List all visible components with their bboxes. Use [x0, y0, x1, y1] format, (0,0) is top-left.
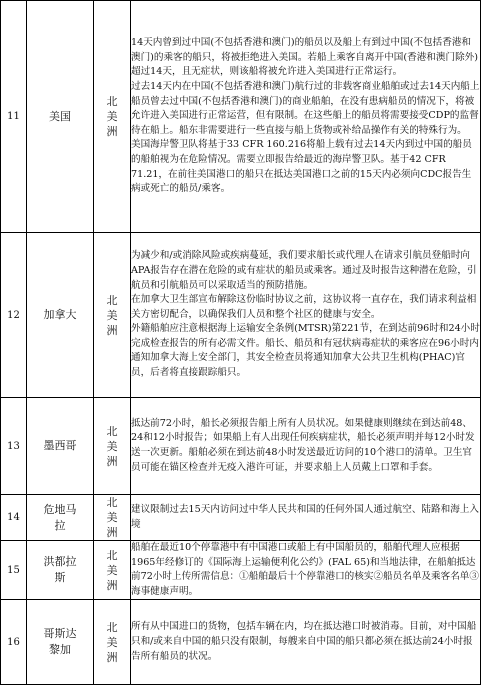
row-number: 13	[1, 398, 27, 495]
country-label: 美国	[49, 109, 71, 123]
table-row	[1, 600, 481, 685]
row-number: 16	[1, 600, 27, 685]
restriction-details	[131, 398, 481, 495]
restriction-details	[131, 1, 481, 233]
country-name	[27, 233, 94, 398]
restriction-details	[131, 541, 481, 600]
restriction-details	[131, 233, 481, 398]
table-row	[1, 1, 481, 233]
row-number: 15	[1, 541, 27, 600]
country-name	[27, 398, 94, 495]
detail-paragraph: 所有从中国进口的货物，包括车辆在内，均在抵达港口时被消毒。目前，对中国船只和/或来自中国的船只没有限制，每艘来自中国的船只都必须在抵达前24小时报告所有船员的状况。	[131, 621, 477, 662]
table-row	[1, 233, 481, 398]
table-row	[1, 398, 481, 495]
region-name	[94, 541, 131, 600]
country-label: 加拿大	[43, 308, 77, 321]
country-label: 墨西哥	[43, 439, 77, 452]
country-name	[27, 600, 94, 685]
region-label: 北美洲	[106, 548, 118, 592]
detail-paragraph: 建议限制过去15天内访问过中华人民共和国的任何外国人通过航空、陆路和海上入境	[131, 503, 479, 530]
country-label: 洪都拉斯	[43, 555, 77, 585]
country-name	[27, 1, 94, 233]
region-label: 北美洲	[106, 496, 118, 539]
row-number: 12	[1, 233, 27, 398]
region-name	[94, 495, 131, 541]
detail-paragraph: 14天内曾到过中国(不包括香港和澳门)的船员以及船上有到过中国(不包括香港和澳门)的乘客的船只，将被拒绝进入美国。若船上乘客自离开中国(香港和澳门除外)超过14天，且无症状，则该船将被允许进入美国进行正常运行。	[131, 37, 479, 78]
detail-paragraph: 过去14天内在中国(不包括香港和澳门)航行过的非载客商业船舶或过去14天内船上船员曾去过中国(不包括香港和澳门)的商业船舶，在没有患病船员的情况下，将被允许进入美国进行正常运营，但有限制。在这些船上的船员将需要接受CDP的监督待在船上。船东非需要进行一些直接与船上货物或补给品操作有关的特殊行为。	[131, 81, 480, 136]
detail-paragraph: 抵达前72小时，船长必须报告船上所有人员状况。如果健康则继续在到达前48、24和12小时报告；如果船上有人出现任何疾病症状，船长必须声明并每12小时发送一次更新。船舶必须在到达前48小时发送最近访问的10个港口的清单。卫生官员可能在锚区检查并无疫入港许可证，并要求船上人员戴上口罩和手套。	[131, 417, 475, 473]
row-number: 11	[1, 1, 27, 233]
region-name	[94, 233, 131, 398]
country-name	[27, 541, 94, 600]
detail-paragraph: 外籍船舶应注意根据海上运输安全条例(MTSR)第221节，在到达前96时和24小时完成检查报告的所有必需文件。船长、船员和有冠状病毒症状的乘客应在96小时内通知加拿大海上安全部门，其安全检查员将通知加拿大公共卫生机构(PHAC)官员，后者将直接跟踪船只。	[131, 323, 480, 379]
detail-paragraph: 美国海岸警卫队将基于33 CFR 160.216将船上载有过去14天内到过中国的船员的船舶视为在危险情况。需要立即报告给最近的海岸警卫队。基于42 CFR 71.21，在前往美国港口的船只在抵达美国港口之前的15天内必须向CDC报告生病或死亡的船员/乘客。	[131, 139, 472, 195]
country-name	[27, 495, 94, 541]
region-label: 北美洲	[106, 424, 118, 468]
region-label: 北美洲	[106, 293, 118, 337]
region-label: 北美洲	[106, 620, 118, 664]
detail-paragraph: 为减少和/或消除风险或疾病蔓延，我们要求船长或代理人在请求引航员登船时向APA报告存在潜在危险的或有症状的船员或乘客。通过及时报告这种潜在危险，引航员和引航船员可以采取适当的预防措施。	[131, 250, 477, 291]
restriction-details	[131, 495, 481, 541]
detail-paragraph: 在加拿大卫生部宣布解除这份临时协议之前，这协议将一直存在，我们请求利益相关方密切配合，以确保我们人员和整个社区的健康与安全。	[131, 294, 477, 320]
detail-paragraph: 船舶在最近10个停靠港中有中国港口或船上有中国船员的，船舶代理人应根据1965年经修订的《国际海上运输便利化公约》(FAL 65)和当地法律，在船舶抵达前72小时上传所需信息：①船舶最后十个停靠港口的核实②船员名单及乘客名单③海事健康声明。	[131, 542, 479, 597]
region-name	[94, 398, 131, 495]
row-number: 14	[1, 495, 27, 541]
table-row	[1, 541, 481, 600]
region-label: 北美洲	[106, 95, 118, 138]
table-row	[1, 495, 481, 541]
country-label: 哥斯达黎加	[43, 627, 77, 657]
region-name	[94, 600, 131, 685]
country-label: 危地马拉	[43, 502, 77, 532]
region-name	[94, 1, 131, 233]
restriction-details	[131, 600, 481, 685]
